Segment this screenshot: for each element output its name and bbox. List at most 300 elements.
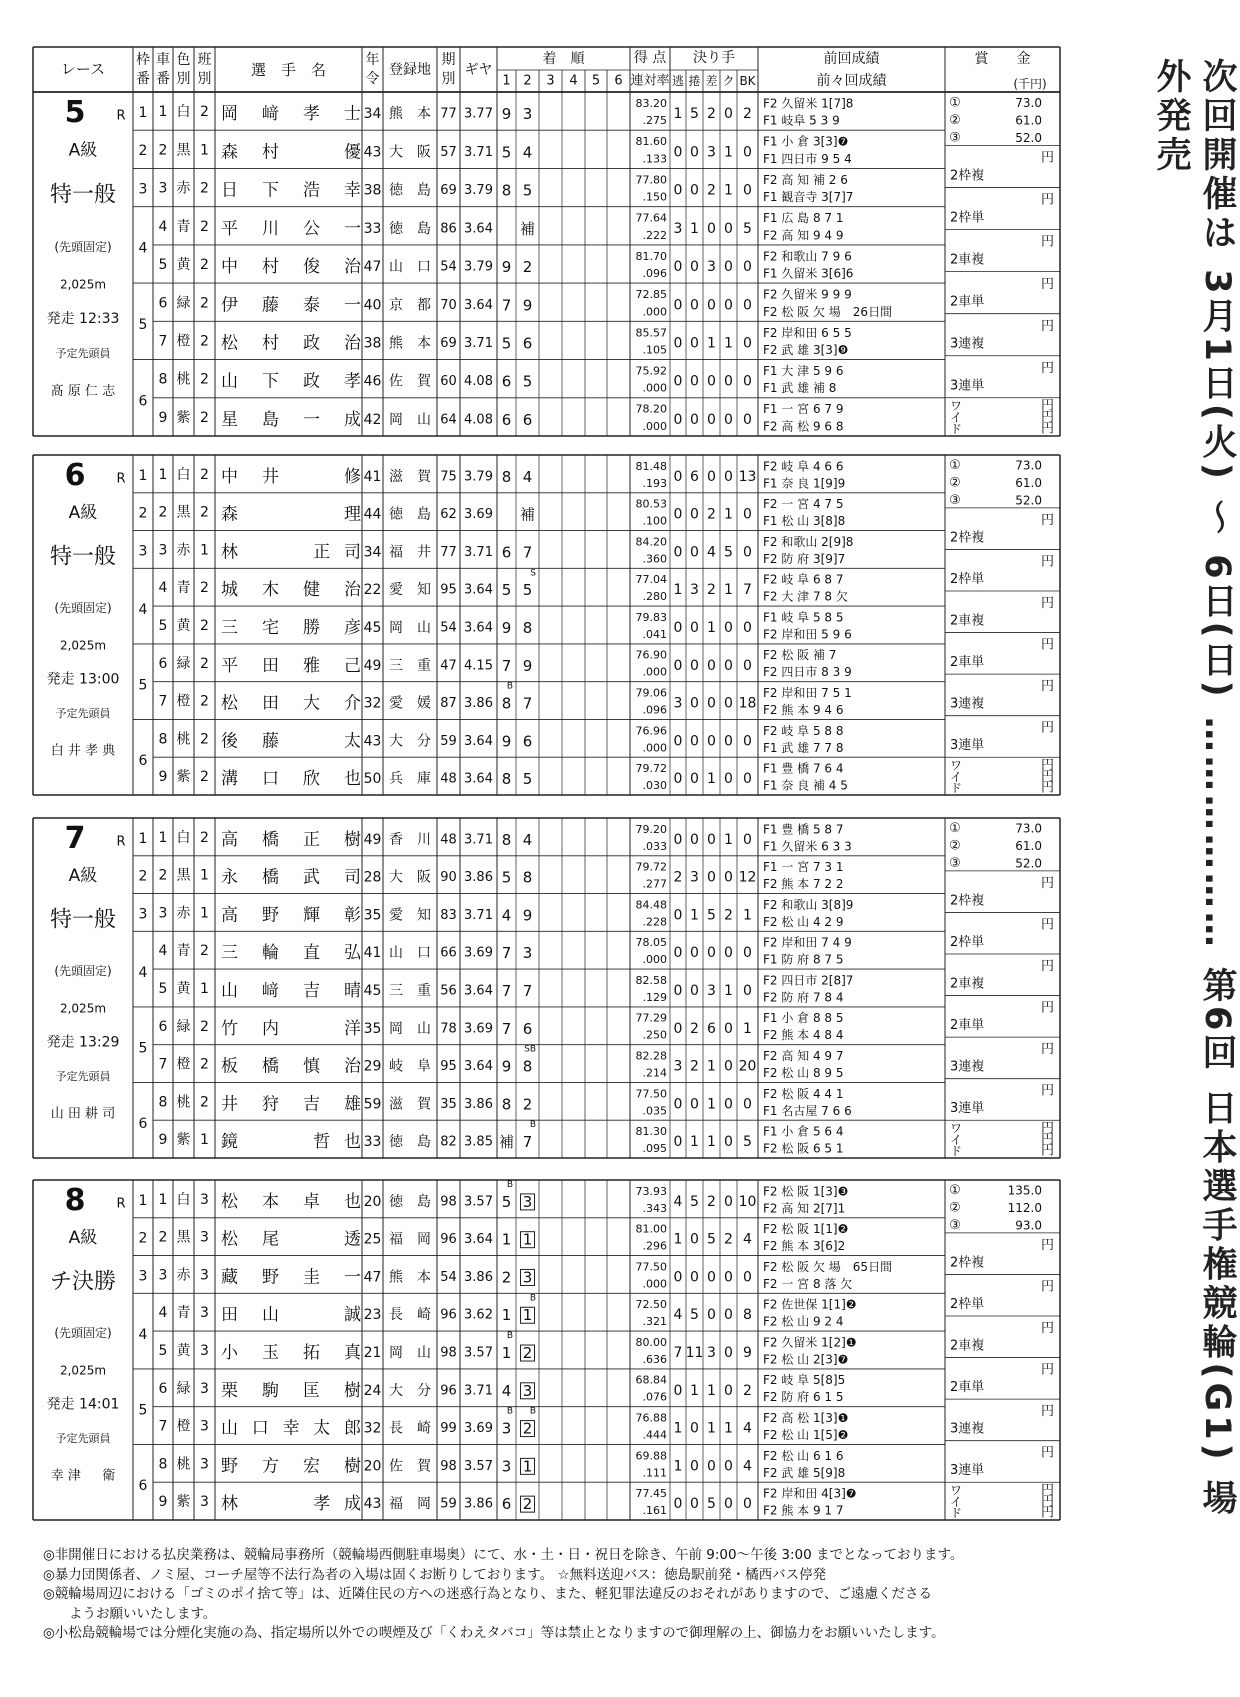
footer-note: ようお願いいたします。 xyxy=(69,1605,217,1622)
kimarite-count: 0 xyxy=(724,220,733,237)
double-rate: .000 xyxy=(642,381,667,395)
race-r: R xyxy=(116,1196,126,1212)
waku-number: 4 xyxy=(138,240,148,257)
prize-rank: ③ xyxy=(949,492,961,508)
kimarite-count: 0 xyxy=(673,907,683,924)
yen-unit: 円 xyxy=(1040,150,1054,166)
finish-result: 3 xyxy=(522,1381,533,1400)
prev-result: F1 小 倉 3[3]❼ xyxy=(763,134,849,149)
rider-area: 愛 知 xyxy=(389,582,431,599)
car-number: 5 xyxy=(158,257,168,274)
header-kimarite-col: ク xyxy=(722,74,735,88)
double-rate: .096 xyxy=(642,703,667,717)
car-color: 緑 xyxy=(176,1018,191,1035)
prize-box xyxy=(945,458,1060,796)
finish-result: 1 xyxy=(501,1306,512,1325)
finish-result: 1 xyxy=(501,1230,512,1249)
rider-row xyxy=(139,1086,852,1132)
rider-age: 32 xyxy=(363,695,382,712)
prize-rank: ③ xyxy=(949,1217,961,1233)
double-rate: .000 xyxy=(642,665,667,679)
kimarite-count: 0 xyxy=(707,468,716,485)
kimarite-count: 3 xyxy=(673,220,683,237)
prev-result: F2 岸和田 6 5 5 xyxy=(763,325,852,340)
kimarite-count: 0 xyxy=(743,335,752,352)
kimarite-count: 1 xyxy=(707,620,716,637)
header-kimarite-col: 差 xyxy=(705,74,718,88)
prev2-result: F1 武 雄 補 8 xyxy=(763,381,837,396)
double-rate: .000 xyxy=(642,741,667,755)
kimarite-count: 0 xyxy=(724,373,733,390)
car-number: 1 xyxy=(158,1191,168,1208)
rider-name: 小 玉 拓 真 xyxy=(221,1343,361,1364)
finish-mark: S xyxy=(530,568,536,579)
class-group: 2 xyxy=(200,466,209,483)
finish-result: 5 xyxy=(501,143,512,162)
gear-ratio: 3.71 xyxy=(464,1383,493,1399)
yen-unit: 円 xyxy=(1040,421,1054,437)
rider-area: 大 阪 xyxy=(389,144,431,161)
header-color: 色 xyxy=(176,52,191,68)
finish-result: 1 xyxy=(522,1230,533,1249)
kimarite-count: 0 xyxy=(743,544,752,561)
kimarite-count: 0 xyxy=(724,1345,733,1362)
prev2-result: F2 武 雄 3[3]❾ xyxy=(763,343,849,357)
race-r: R xyxy=(116,834,126,850)
class-group: 1 xyxy=(200,542,209,559)
rider-area: 愛 知 xyxy=(389,907,431,924)
leader-label: 予定先頭員 xyxy=(55,706,111,720)
kimarite-count: 5 xyxy=(690,1307,699,1324)
prize-rank: ① xyxy=(949,458,961,474)
kimarite-count: 0 xyxy=(690,182,699,199)
kimarite-count: 0 xyxy=(743,411,752,428)
gear-ratio: 3.86 xyxy=(464,1096,493,1112)
finish-result: 9 xyxy=(501,258,512,277)
yen-unit: 円 xyxy=(1040,512,1054,528)
yen-unit: 円 xyxy=(1040,1083,1054,1099)
finish-result: 3 xyxy=(501,1457,512,1476)
yen-unit: 円 xyxy=(1040,780,1054,796)
kimarite-count: 1 xyxy=(724,1420,733,1437)
gear-ratio: 3.64 xyxy=(464,771,493,787)
race-start-time: 発走 14:01 xyxy=(46,1396,120,1413)
kimarite-count: 0 xyxy=(707,297,716,314)
kimarite-count: 0 xyxy=(690,695,699,712)
double-rate: .111 xyxy=(642,1466,667,1480)
kimarite-count: 12 xyxy=(738,869,757,886)
finish-result: 8 xyxy=(501,181,512,200)
finish-mark: B xyxy=(506,1406,513,1417)
rider-age: 49 xyxy=(363,831,382,848)
race-fixed: (先頭固定) xyxy=(54,1326,112,1340)
rider-area: 愛 媛 xyxy=(389,695,431,712)
header-finish: 着 順 xyxy=(542,51,585,67)
car-color: 緑 xyxy=(176,655,191,672)
bet-label-s2f: 2車複 xyxy=(950,1338,985,1354)
score-points: 76.90 xyxy=(635,648,667,662)
race-block-7 xyxy=(33,818,1060,1159)
rider-term: 87 xyxy=(440,696,457,712)
waku-number: 4 xyxy=(138,1326,148,1343)
prev-result: F2 岸和田 7 4 9 xyxy=(763,935,852,950)
rider-name: 井 狩 吉 雄 xyxy=(221,1094,361,1115)
class-group: 2 xyxy=(200,618,209,635)
rider-age: 23 xyxy=(363,1307,382,1324)
double-rate: .000 xyxy=(642,305,667,319)
rider-row xyxy=(159,761,848,793)
race-class: A級 xyxy=(68,1227,98,1248)
header-kimarite-col: 捲 xyxy=(688,74,701,88)
car-number: 9 xyxy=(158,1132,168,1149)
prev2-result: F2 高 松 9 6 8 xyxy=(763,419,844,434)
yen-unit: 円 xyxy=(1040,410,1054,426)
yen-unit: 円 xyxy=(1040,1279,1054,1295)
rider-age: 43 xyxy=(363,1496,382,1513)
kimarite-count: 2 xyxy=(724,1231,733,1248)
bet-label-wide: ワ xyxy=(950,1121,963,1136)
class-group: 2 xyxy=(200,257,209,274)
kimarite-count: 1 xyxy=(743,907,752,924)
rider-term: 98 xyxy=(440,1458,457,1474)
rider-row xyxy=(139,134,852,166)
kimarite-count: 0 xyxy=(690,544,699,561)
kimarite-count: 5 xyxy=(707,1231,716,1248)
race-fixed: (先頭固定) xyxy=(54,601,112,615)
car-color: 白 xyxy=(176,466,191,483)
kimarite-count: 0 xyxy=(673,259,683,276)
prize-value: 135.0 xyxy=(1007,1183,1042,1198)
rider-name: 後 藤 太 xyxy=(221,731,361,752)
finish-mark: B xyxy=(506,681,513,692)
kimarite-count: 2 xyxy=(743,106,752,123)
rider-term: 48 xyxy=(440,832,457,848)
header-finish-col: 5 xyxy=(591,73,601,89)
prev-result: F2 和歌山 7 9 6 xyxy=(763,249,852,264)
double-rate: .041 xyxy=(642,627,667,641)
car-number: 7 xyxy=(158,1418,168,1435)
kimarite-count: 5 xyxy=(724,544,733,561)
prev-result: F2 岐 阜 4 6 6 xyxy=(763,459,844,474)
rider-term: 70 xyxy=(440,297,457,313)
kimarite-count: 0 xyxy=(743,506,752,523)
prev2-result: F1 武 雄 7 7 8 xyxy=(763,740,844,755)
class-group: 2 xyxy=(200,333,209,350)
class-group: 3 xyxy=(200,1343,209,1360)
class-group: 1 xyxy=(200,981,209,998)
rider-name: 星 島 一 成 xyxy=(221,409,361,430)
kimarite-count: 0 xyxy=(724,1307,733,1324)
waku-number: 2 xyxy=(138,505,148,522)
double-rate: .095 xyxy=(642,1142,667,1156)
car-number: 9 xyxy=(158,769,168,786)
rider-area: 岐 阜 xyxy=(389,1058,431,1075)
double-rate: .000 xyxy=(642,953,667,967)
rider-term: 78 xyxy=(440,1021,457,1037)
kimarite-count: 2 xyxy=(690,1058,699,1075)
kimarite-count: 9 xyxy=(743,1345,752,1362)
prize-value: 73.0 xyxy=(1015,458,1042,473)
kimarite-count: 1 xyxy=(673,1458,683,1475)
kimarite-count: 0 xyxy=(724,869,733,886)
footer-note: ◎競輪場周辺における「ゴミのポイ捨て等」は、近隣住民の方への迷惑行為となり、また、軽犯罪法違反のおそれがありますので、ご遠慮くださる xyxy=(43,1586,933,1602)
kimarite-count: 0 xyxy=(724,1058,733,1075)
kimarite-count: 0 xyxy=(707,220,716,237)
prev2-result: F2 大 津 7 8 欠 xyxy=(763,589,848,604)
kimarite-count: 0 xyxy=(707,695,716,712)
kimarite-count: 0 xyxy=(724,1020,733,1037)
rider-name: 林 孝 成 xyxy=(221,1494,361,1515)
yen-unit: 円 xyxy=(1040,1000,1054,1016)
bet-label-wide: ド xyxy=(950,422,963,437)
class-group: 2 xyxy=(200,693,209,710)
rider-age: 33 xyxy=(363,220,382,237)
score-points: 80.53 xyxy=(635,497,667,511)
prev-result: F2 松 阪 1[3]❸ xyxy=(763,1184,849,1199)
car-color: 紫 xyxy=(176,769,191,786)
rider-age: 41 xyxy=(363,468,382,485)
header-color: 別 xyxy=(176,71,191,87)
prev-result: F2 松 阪 補 7 xyxy=(763,648,837,663)
yen-unit: 円 xyxy=(1040,276,1054,292)
prize-rank: ① xyxy=(949,1183,961,1199)
kimarite-count: 3 xyxy=(707,1345,716,1362)
rider-name: 城 木 健 治 xyxy=(221,580,361,601)
finish-result: 7 xyxy=(501,1019,512,1038)
class-group: 2 xyxy=(200,731,209,748)
car-color: 黄 xyxy=(176,981,191,998)
prev-result: F2 佐世保 1[1]❷ xyxy=(763,1297,857,1312)
yen-unit: 円 xyxy=(1040,398,1054,414)
kimarite-count: 4 xyxy=(743,1420,752,1437)
prev-result: F2 和歌山 3[8]9 xyxy=(763,897,854,912)
kimarite-count: 0 xyxy=(673,945,683,962)
kimarite-count: 4 xyxy=(743,1231,752,1248)
score-points: 79.83 xyxy=(635,610,667,624)
rider-age: 50 xyxy=(363,771,382,788)
double-rate: .129 xyxy=(642,990,667,1004)
kimarite-count: 1 xyxy=(724,182,733,199)
yen-unit: 円 xyxy=(1040,769,1054,785)
score-points: 84.20 xyxy=(635,535,667,549)
rider-name: 中 井 修 xyxy=(221,466,361,487)
header-kimarite: 決り手 xyxy=(693,50,735,66)
prev2-result: F1 観音寺 3[7]7 xyxy=(763,190,854,205)
gear-ratio: 3.64 xyxy=(464,1232,493,1248)
double-rate: .343 xyxy=(642,1201,667,1215)
rider-row xyxy=(139,647,852,693)
finish-result: 4 xyxy=(522,830,533,849)
waku-number: 2 xyxy=(138,1230,148,1247)
rider-area: 熊 本 xyxy=(389,106,431,123)
kimarite-count: 0 xyxy=(743,945,752,962)
yen-unit: 円 xyxy=(1040,1132,1054,1148)
finish-result: 3 xyxy=(522,105,533,124)
rider-name: 竹 内 洋 xyxy=(221,1018,361,1039)
footer-note: ◎暴力団関係者、ノミ屋、コーチ屋等不法行為者の入場は固くお断りしております。 ☆無料送迎バス：徳島駅前発・橘西バス停発 xyxy=(43,1566,827,1583)
car-number: 8 xyxy=(158,731,168,748)
kimarite-count: 18 xyxy=(738,695,757,712)
kimarite-count: 1 xyxy=(707,1096,716,1113)
kimarite-count: 0 xyxy=(743,733,752,750)
kimarite-count: 0 xyxy=(724,468,733,485)
kimarite-count: 0 xyxy=(724,106,733,123)
rider-row xyxy=(139,1372,846,1418)
score-points: 79.72 xyxy=(635,860,667,874)
rider-term: 54 xyxy=(440,1269,457,1285)
finish-result: 3 xyxy=(522,1192,533,1211)
kimarite-count: 0 xyxy=(724,945,733,962)
score-points: 77.64 xyxy=(635,211,667,225)
kimarite-count: 0 xyxy=(673,544,683,561)
header-score: 得 点 xyxy=(633,50,667,66)
kimarite-count: 0 xyxy=(690,1096,699,1113)
rider-area: 大 分 xyxy=(389,1382,431,1399)
rider-term: 96 xyxy=(440,1383,457,1399)
finish-result: 9 xyxy=(522,656,533,675)
prev-result: F2 岐 阜 6 8 7 xyxy=(763,572,844,587)
car-number: 7 xyxy=(158,1056,168,1073)
car-number: 8 xyxy=(158,1094,168,1111)
rider-name: 高 橋 正 樹 xyxy=(221,829,361,850)
kimarite-count: 0 xyxy=(707,945,716,962)
score-points: 72.85 xyxy=(635,288,667,302)
kimarite-count: 6 xyxy=(707,1020,716,1037)
prev2-result: F2 四日市 8 3 9 xyxy=(763,665,852,680)
prev-result: F2 四日市 2[8]7 xyxy=(763,973,854,988)
yen-unit: 円 xyxy=(1040,1042,1054,1058)
rider-row xyxy=(139,95,854,127)
kimarite-count: 1 xyxy=(673,106,683,123)
car-number: 3 xyxy=(158,905,168,922)
kimarite-count: 0 xyxy=(743,983,752,1000)
kimarite-count: 0 xyxy=(690,411,699,428)
car-number: 2 xyxy=(158,1229,168,1246)
waku-number: 1 xyxy=(138,105,148,122)
rider-name: 山 﨑 吉 晴 xyxy=(221,981,361,1002)
prev2-result: F2 熊 本 9 4 6 xyxy=(763,703,844,717)
prev2-result: F1 四日市 9 5 4 xyxy=(763,151,852,166)
kimarite-count: 5 xyxy=(743,1134,752,1151)
kimarite-count: 10 xyxy=(738,1193,757,1210)
rider-row xyxy=(139,1180,849,1215)
car-color: 橙 xyxy=(176,1418,191,1435)
finish-result: 8 xyxy=(522,1057,533,1076)
kimarite-count: 0 xyxy=(743,1269,752,1286)
double-rate: .096 xyxy=(642,267,667,281)
rider-age: 24 xyxy=(363,1382,382,1399)
yen-unit: 円 xyxy=(1040,875,1054,891)
car-number: 7 xyxy=(158,333,168,350)
gear-ratio: 3.69 xyxy=(464,507,493,523)
race-class: A級 xyxy=(68,502,98,523)
finish-result: 5 xyxy=(501,334,512,353)
score-points: 77.80 xyxy=(635,173,667,187)
kimarite-count: 1 xyxy=(673,582,683,599)
kimarite-count: 0 xyxy=(743,620,752,637)
rider-age: 20 xyxy=(363,1458,382,1475)
kimarite-count: 0 xyxy=(690,733,699,750)
rider-name: 田 山 誠 xyxy=(221,1305,361,1326)
finish-mark: B xyxy=(529,1406,536,1417)
header-prev: 前回成績 xyxy=(823,51,880,67)
kimarite-count: 0 xyxy=(743,1096,752,1113)
finish-result: 8 xyxy=(501,467,512,486)
prev-result: F2 高 知 補 2 6 xyxy=(763,172,848,187)
prev2-result: F2 熊 本 3[6]2 xyxy=(763,1239,846,1254)
class-group: 2 xyxy=(200,769,209,786)
double-rate: .636 xyxy=(642,1352,667,1366)
class-group: 2 xyxy=(200,1018,209,1035)
leader-label: 予定先頭員 xyxy=(55,1069,111,1083)
kimarite-count: 0 xyxy=(690,657,699,674)
kimarite-count: 20 xyxy=(738,1058,757,1075)
rider-row xyxy=(139,898,854,929)
rider-term: 77 xyxy=(440,106,457,122)
header-sha: 番 xyxy=(156,71,170,87)
finish-result: 6 xyxy=(522,334,533,353)
rider-age: 25 xyxy=(363,1231,382,1248)
prev2-result: F1 名古屋 7 6 6 xyxy=(763,1103,852,1118)
next-event-vertical-title xyxy=(1148,58,1237,1528)
rider-name: 溝 口 欣 也 xyxy=(221,769,361,790)
bet-label-wide: ワ xyxy=(950,399,963,414)
score-points: 84.48 xyxy=(635,898,667,912)
kimarite-count: 0 xyxy=(707,733,716,750)
double-rate: .033 xyxy=(642,839,667,853)
rider-row xyxy=(159,249,854,280)
score-points: 77.50 xyxy=(635,1087,667,1101)
kimarite-count: 1 xyxy=(724,831,733,848)
kimarite-count: 1 xyxy=(690,907,699,924)
header-race: レース xyxy=(60,60,106,78)
race-distance: 2,025m xyxy=(59,638,107,653)
finish-result: 4 xyxy=(501,906,512,925)
rider-age: 47 xyxy=(363,259,382,276)
rider-term: 95 xyxy=(440,1059,457,1075)
kimarite-count: 0 xyxy=(673,657,683,674)
race-start-time: 発走 13:29 xyxy=(46,1034,120,1051)
race-start-time: 発走 13:00 xyxy=(46,671,120,688)
bet-label-w2: 2枠複 xyxy=(950,893,985,909)
rider-area: 大 阪 xyxy=(389,869,431,886)
double-rate: .076 xyxy=(642,1390,667,1404)
class-group: 2 xyxy=(200,504,209,521)
gear-ratio: 3.71 xyxy=(464,832,493,848)
score-points: 82.58 xyxy=(635,973,667,987)
prev2-result: F1 久留米 6 3 3 xyxy=(763,839,852,854)
kimarite-count: 0 xyxy=(707,1307,716,1324)
double-rate: .150 xyxy=(642,190,667,204)
rider-term: 54 xyxy=(440,620,457,636)
finish-result: 8 xyxy=(501,770,512,789)
kimarite-count: 0 xyxy=(673,1496,683,1513)
class-group: 3 xyxy=(200,1229,209,1246)
score-points: 81.60 xyxy=(635,135,667,149)
car-color: 紫 xyxy=(176,409,191,426)
finish-result: 7 xyxy=(501,982,512,1001)
bet-label-s3f: 3連複 xyxy=(950,1421,985,1437)
prev2-result: F2 熊 本 4 8 4 xyxy=(763,1028,844,1043)
rider-age: 46 xyxy=(363,373,382,390)
footer-note: ◎非開催日における払戻業務は、競輪局事務所（競輪場西側駐車場奥）にて、水・土・日・祝日を除き、午前 9:00～午後 3:00 までとなっております。 xyxy=(43,1547,964,1563)
prev2-result: F1 奈 良 補 4 5 xyxy=(763,778,848,793)
kimarite-count: 0 xyxy=(673,1096,683,1113)
finish-result: 1 xyxy=(522,1306,533,1325)
bet-label-t2: 2枠単 xyxy=(950,934,985,950)
rider-row xyxy=(159,973,854,1004)
prev-result: F2 高 松 1[3]❶ xyxy=(763,1411,849,1425)
